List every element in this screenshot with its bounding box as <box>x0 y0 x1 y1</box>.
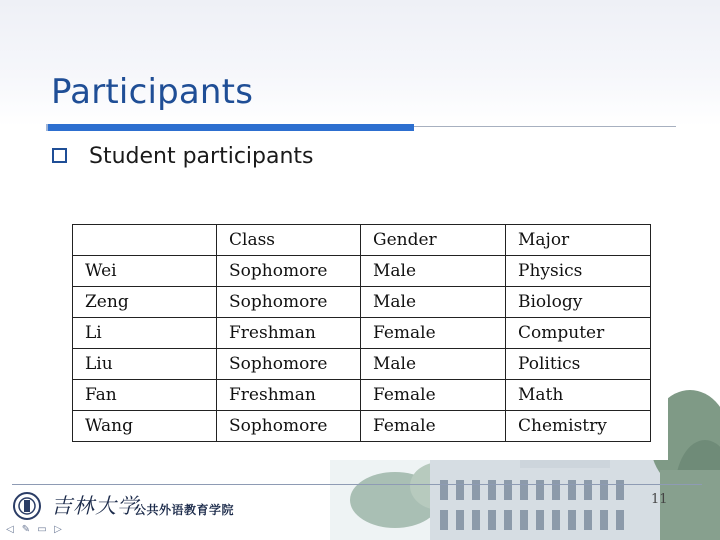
university-emblem-icon <box>12 491 42 521</box>
bullet-square-icon <box>52 148 67 163</box>
table-row <box>73 318 651 349</box>
table-cell: Politics <box>506 349 651 380</box>
table-cell: Male <box>361 287 506 318</box>
table-header-cell: Class <box>217 225 361 256</box>
table-cell: Sophomore <box>217 256 361 287</box>
participants-table <box>72 224 651 442</box>
table-cell: Fan <box>73 380 217 411</box>
table-row <box>73 411 651 442</box>
table-cell: Zeng <box>73 287 217 318</box>
table-row <box>73 380 651 411</box>
table-cell: Sophomore <box>217 349 361 380</box>
footer-divider <box>12 484 702 485</box>
table-cell: Wang <box>73 411 217 442</box>
table-cell: Chemistry <box>506 411 651 442</box>
slideshow-nav <box>4 524 64 536</box>
title-rule-thin <box>414 126 676 127</box>
table-cell: Physics <box>506 256 651 287</box>
table-cell: Computer <box>506 318 651 349</box>
menu-icon[interactable]: ▭ <box>37 524 47 535</box>
page-number: 11 <box>651 492 668 507</box>
table-cell: Female <box>361 318 506 349</box>
table-cell: Liu <box>73 349 217 380</box>
table-cell: Wei <box>73 256 217 287</box>
table-header-cell <box>73 225 217 256</box>
table-header-cell: Gender <box>361 225 506 256</box>
table-cell: Female <box>361 380 506 411</box>
slide-title: Participants <box>51 72 254 112</box>
bullet-text: Student participants <box>89 144 314 169</box>
table-cell: Freshman <box>217 380 361 411</box>
table-cell: Sophomore <box>217 287 361 318</box>
title-rule-accent <box>48 124 414 131</box>
table-cell: Freshman <box>217 318 361 349</box>
table-cell: Li <box>73 318 217 349</box>
table-cell: Biology <box>506 287 651 318</box>
table-row <box>73 256 651 287</box>
back-icon[interactable]: ◁ <box>6 524 14 535</box>
table-cell: Male <box>361 256 506 287</box>
table-row <box>73 287 651 318</box>
table-cell: Math <box>506 380 651 411</box>
edit-icon[interactable]: ✎ <box>21 524 31 535</box>
table-header-row <box>73 225 651 256</box>
table-cell: Sophomore <box>217 411 361 442</box>
table-cell: Male <box>361 349 506 380</box>
forward-icon[interactable]: ▷ <box>54 524 62 535</box>
university-logo-text: 吉林大学 <box>51 494 139 518</box>
department-logo-text: 公共外语教育学院 <box>134 503 235 517</box>
table-cell: Female <box>361 411 506 442</box>
table-header-cell: Major <box>506 225 651 256</box>
table-row <box>73 349 651 380</box>
